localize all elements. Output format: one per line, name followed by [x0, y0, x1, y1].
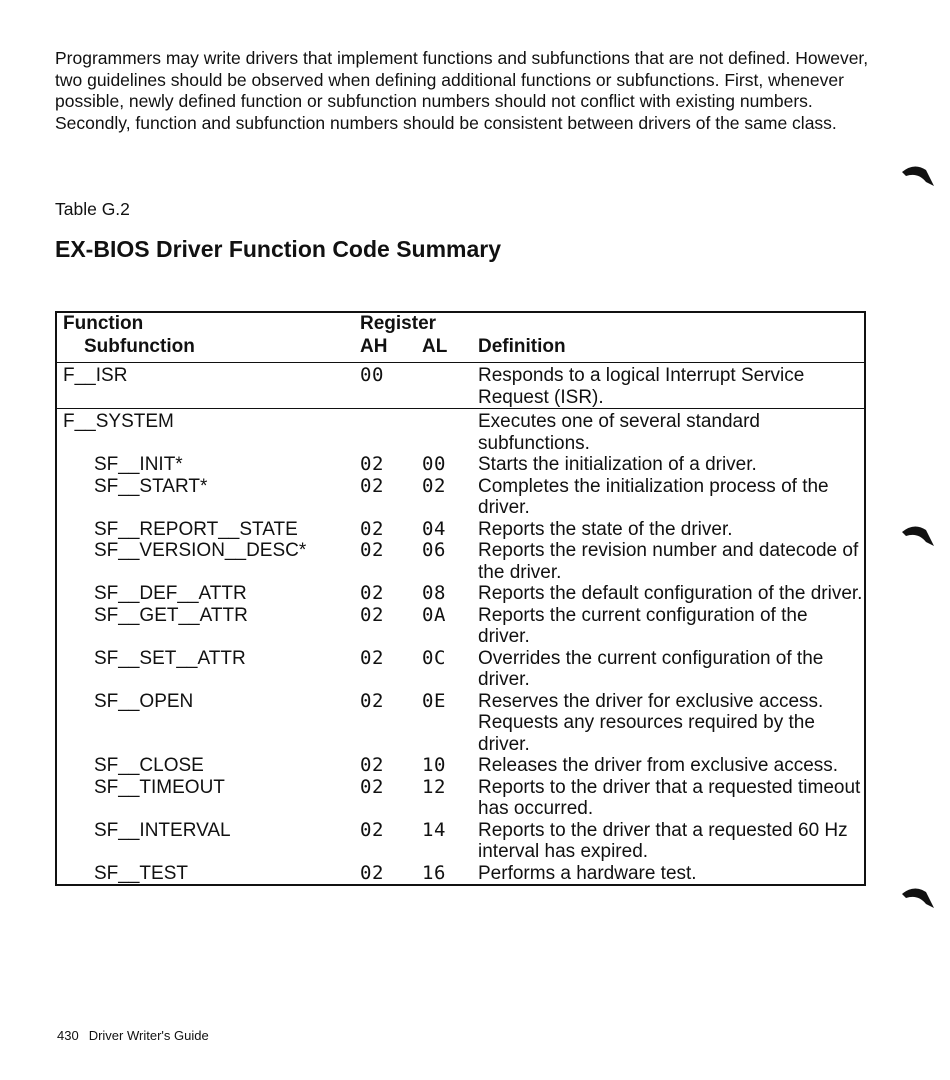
- book-title: Driver Writer's Guide: [88, 1028, 209, 1043]
- ah-code: 02: [360, 775, 384, 798]
- subfunction-name: SF__OPEN: [94, 690, 194, 712]
- page-footer: [57, 1028, 219, 1043]
- table-caption: Table G.2: [55, 199, 130, 219]
- subfunction-name: SF__VERSION__DESC*: [94, 540, 307, 561]
- definition-text: Overrides the current configuration of the driver.: [478, 647, 824, 690]
- definition-text: Reports to the driver that a requested 60 Hz interval has expired.: [478, 819, 848, 862]
- subfunction-name: SF__DEF__ATTR: [94, 583, 247, 604]
- ah-code: 02: [360, 603, 384, 626]
- definition-text: Reports to the driver that a requested timeout has occurred.: [478, 776, 861, 819]
- definition-text: Executes one of several standard subfunctions.: [478, 411, 761, 454]
- function-row: [56, 363, 865, 409]
- al-code: 12: [422, 775, 446, 798]
- al-code: 16: [422, 861, 446, 884]
- subfunction-row: [56, 519, 865, 541]
- margin-mark-icon: [900, 160, 936, 190]
- header-al: AL: [422, 335, 448, 357]
- ah-code: 02: [360, 539, 384, 561]
- al-code: 04: [422, 517, 446, 540]
- subfunction-name: SF__CLOSE: [94, 755, 204, 776]
- subfunction-row: [56, 691, 865, 756]
- subfunction-row: [56, 605, 865, 648]
- al-code: 10: [422, 754, 446, 776]
- subfunction-name: SF__INTERVAL: [94, 819, 231, 841]
- ah-code: 00: [360, 364, 384, 386]
- ah-code: 02: [360, 453, 384, 475]
- al-code: 14: [422, 818, 446, 841]
- al-code: 00: [422, 453, 446, 475]
- subfunction-row: [56, 755, 865, 777]
- ah-code: 02: [360, 582, 384, 604]
- ah-code: 02: [360, 861, 384, 884]
- subfunction-row: [56, 583, 865, 605]
- intro-paragraph: Programmers may write drivers that implement functions and subfunctions that are not defined. However, two guidelines should be observed when defining additional functions or subfunctions. First, whenever possible, newly defined function or subfunction numbers should not conflict with existing numbers. Secondly, function and subfunction numbers should be consistent between drivers of the same class.: [55, 48, 869, 133]
- header-subfunction: Subfunction: [84, 335, 195, 357]
- definition-text: Reports the revision number and datecode of the driver.: [478, 540, 859, 583]
- al-code: 08: [422, 582, 446, 604]
- definition-text: Reserves the driver for exclusive access. Requests any resources required by the driver.: [478, 690, 824, 755]
- definition-text: Reports the current configuration of the driver.: [478, 604, 808, 647]
- al-code: 0E: [422, 689, 446, 712]
- ah-code: 02: [360, 689, 384, 712]
- function-name: F__ISR: [63, 365, 128, 386]
- definition-text: Reports the state of the driver.: [478, 518, 733, 540]
- subfunction-row: [56, 648, 865, 691]
- ah-code: 02: [360, 818, 384, 841]
- al-code: [422, 409, 478, 455]
- header-row-2: [56, 335, 865, 363]
- function-name: F__SYSTEM: [63, 411, 174, 432]
- definition-text: Completes the initialization process of the driver.: [478, 475, 829, 518]
- subfunction-name: SF__TEST: [94, 862, 188, 884]
- subfunction-name: SF__TIMEOUT: [94, 776, 225, 798]
- header-row-1: [56, 312, 865, 335]
- definition-text: Starts the initialization of a driver.: [478, 454, 757, 475]
- header-ah: AH: [360, 335, 388, 357]
- al-code: 02: [422, 474, 446, 497]
- function-code-table: [55, 311, 866, 886]
- subfunction-row: [56, 777, 865, 820]
- margin-mark-icon: [900, 520, 936, 550]
- al-code: 06: [422, 539, 446, 561]
- subfunction-row: [56, 540, 865, 583]
- definition-text: Reports the default configuration of the driver.: [478, 583, 863, 604]
- definition-text: Releases the driver from exclusive access.: [478, 755, 839, 776]
- ah-code: 02: [360, 474, 384, 497]
- ah-code: 02: [360, 646, 384, 669]
- header-register: Register: [360, 313, 437, 334]
- margin-mark-icon: [900, 882, 936, 912]
- definition-text: Performs a hardware test.: [478, 862, 697, 884]
- ah-code: 02: [360, 517, 384, 540]
- header-definition: Definition: [478, 335, 566, 357]
- header-function: Function: [63, 313, 144, 334]
- function-row: [56, 409, 865, 455]
- al-code: [422, 363, 478, 409]
- subfunction-name: SF__GET__ATTR: [94, 604, 248, 626]
- table-body: [56, 363, 865, 886]
- subfunction-name: SF__REPORT__STATE: [94, 518, 298, 540]
- subfunction-row: [56, 863, 865, 886]
- ah-code: 02: [360, 754, 384, 776]
- al-code: 0C: [422, 646, 446, 669]
- al-code: 0A: [422, 603, 446, 626]
- ah-code: [360, 409, 422, 455]
- subfunction-row: [56, 454, 865, 476]
- subfunction-name: SF__INIT*: [94, 454, 183, 475]
- subfunction-name: SF__SET__ATTR: [94, 647, 246, 669]
- subfunction-row: [56, 476, 865, 519]
- definition-text: Responds to a logical Interrupt Service Request (ISR).: [478, 365, 805, 408]
- subfunction-name: SF__START*: [94, 475, 208, 497]
- page-number: 430: [57, 1028, 79, 1043]
- table-title: EX-BIOS Driver Function Code Summary: [55, 236, 502, 262]
- subfunction-row: [56, 820, 865, 863]
